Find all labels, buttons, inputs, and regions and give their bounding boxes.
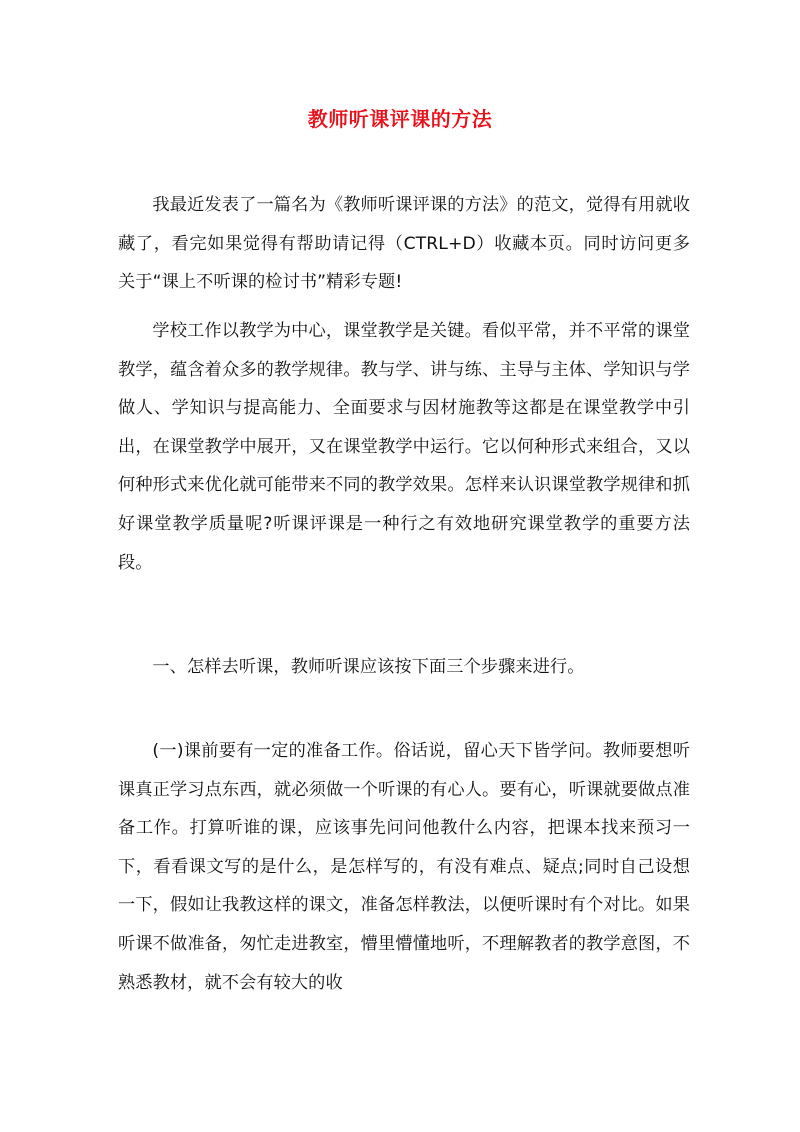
- paragraph-intro: 我最近发表了一篇名为《教师听课评课的方法》的范文，觉得有用就收藏了，看完如果觉得有帮助请记得（CTRL+D）收藏本页。同时访问更多关于“课上不听课的检讨书”精彩专题!: [118, 195, 690, 293]
- document-title: 教师听课评课的方法: [307, 107, 493, 131]
- section-heading-listening: 一、怎样去听课，教师听课应该按下面三个步骤来进行。: [152, 657, 585, 677]
- paragraph-overview: 学校工作以教学为中心，课堂教学是关键。看似平常，并不平常的课堂教学，蕴含着众多的教学规律。教与学、讲与练、主导与主体、学知识与学做人、学知识与提高能力、全面要求与因材施教等这都是在课堂教学中引出，在课堂教学中展开，又在课堂教学中运行。它以何种形式来组合，又以何种形式来优化就可能带来不同的教学效果。怎样来认识课堂教学规律和抓好课堂教学质量呢?听课评课是一种行之有效地研究课堂教学的重要方法段。: [118, 321, 690, 573]
- paragraph-preparation: (一)课前要有一定的准备工作。俗话说，留心天下皆学问。教师要想听课真正学习点东西，就必须做一个听课的有心人。要有心，听课就要做点准备工作。打算听谁的课，应该事先问问他教什么内容，把课本找来预习一下，看看课文写的是什么，是怎样写的，有没有难点、疑点;同时自己设想一下，假如让我教这样的课文，准备怎样教法，以便听课时有个对比。如果听课不做准备，匆忙走进教室，懵里懵懂地听，不理解教者的教学意图，不熟悉教材，就不会有较大的收: [118, 741, 690, 993]
